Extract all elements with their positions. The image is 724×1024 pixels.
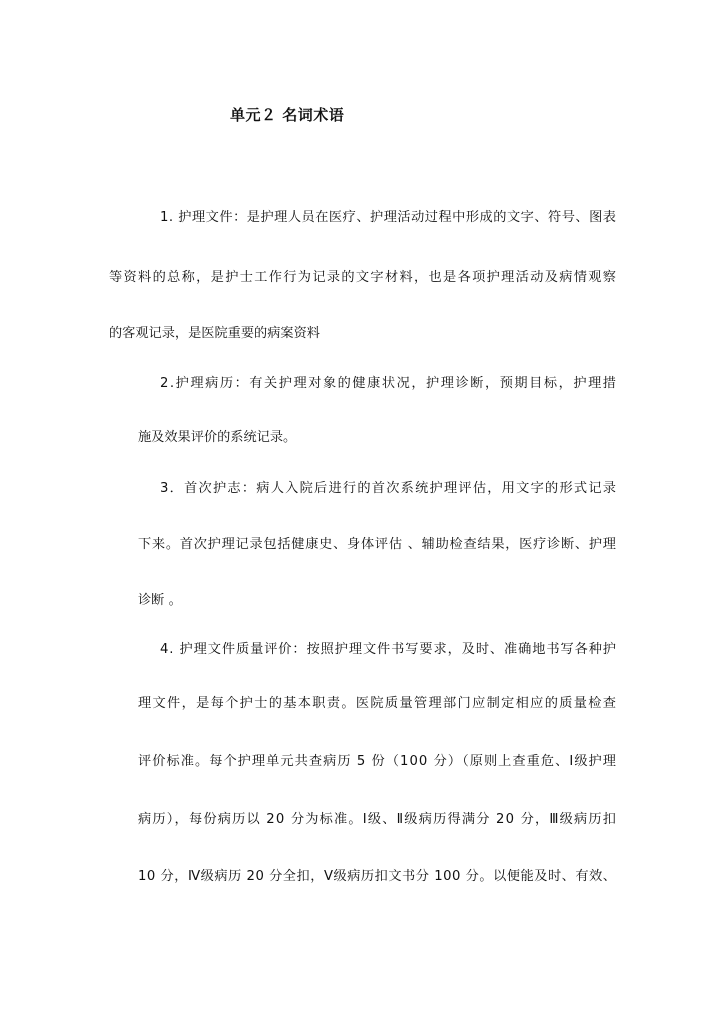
paragraph-line: 评价标准。每个护理单元共查病历 5 份（100 分）（原则上查重危、Ⅰ级护理 xyxy=(138,754,618,769)
paragraph-line: 诊断 。 xyxy=(138,593,182,608)
paragraph-line: 理文件，是每个护士的基本职责。医院质量管理部门应制定相应的质量检查 xyxy=(138,696,618,711)
paragraph-line: 3．首次护志：病人入院后进行的首次系统护理评估，用文字的形式记录 xyxy=(160,481,618,496)
paragraph-line: 施及效果评价的系统记录。 xyxy=(138,430,297,445)
paragraph-line: 2.护理病历：有关护理对象的健康状况，护理诊断，预期目标，护理措 xyxy=(160,376,618,391)
paragraph-line: 1. 护理文件：是护理人员在医疗、护理活动过程中形成的文字、符号、图表 xyxy=(160,210,617,225)
paragraph-line: 等资料的总称，是护士工作行为记录的文字材料，也是各项护理活动及病情观察 xyxy=(109,270,618,285)
paragraph-line: 下来。首次护理记录包括健康史、身体评估 、辅助检查结果，医疗诊断、护理 xyxy=(138,537,617,552)
page-title: 单元２ 名词术语 xyxy=(230,106,345,124)
paragraph-line: 10 分，Ⅳ级病历 20 分全扣，Ⅴ级病历扣文书分 100 分。以便能及时、有效、 xyxy=(138,869,617,884)
paragraph-line: 的客观记录，是医院重要的病案资料 xyxy=(109,326,320,341)
paragraph-line: 病历），每份病历以 20 分为标准。Ⅰ级、Ⅱ级病历得满分 20 分，Ⅲ级病历扣 xyxy=(138,812,618,827)
paragraph-line: 4. 护理文件质量评价：按照护理文件书写要求，及时、准确地书写各种护 xyxy=(160,642,617,657)
